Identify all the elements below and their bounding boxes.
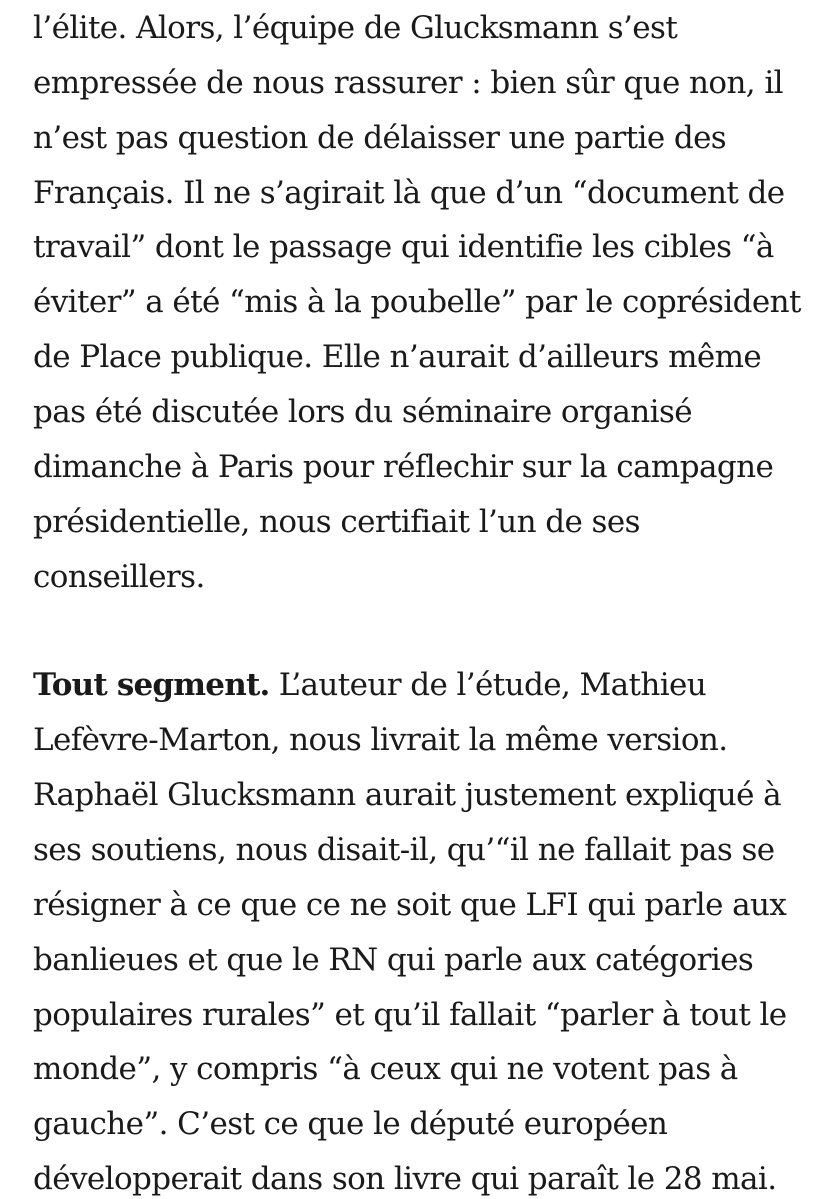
paragraph-line: travail” dont le passage qui identifie les cibles “à	[33, 229, 774, 266]
paragraph-line: pas été discutée lors du séminaire organisé	[33, 393, 693, 430]
paragraph-line: populaires rurales” et qu’il fallait “parler à tout le	[33, 996, 787, 1033]
paragraph-line: éviter” a été “mis à la poubelle” par le coprésident	[33, 284, 801, 321]
paragraph-line: Lefèvre-Marton, nous livrait la même version.	[33, 722, 728, 759]
paragraph-line: dimanche à Paris pour réflechir sur la campagne	[33, 448, 774, 485]
paragraph-line: de Place publique. Elle n’aurait d’ailleurs même	[33, 339, 762, 376]
paragraph-line: ses soutiens, nous disait-il, qu’“il ne fallait pas se	[33, 831, 775, 868]
paragraph-line-rest: L’auteur de l’étude, Mathieu	[269, 667, 707, 704]
paragraph-line: présidentielle, nous certifiait l’un de ses	[33, 503, 640, 540]
paragraph-line: l’élite. Alors, l’équipe de Glucksmann s’est	[33, 10, 678, 46]
paragraph-line: gauche”. C’est ce que le député européen	[33, 1106, 668, 1143]
paragraph-lead-in: Tout segment.	[33, 667, 270, 704]
paragraph-line: Français. Il ne s’agirait là que d’un “document de	[33, 174, 785, 211]
paragraph-line: conseillers.	[33, 558, 205, 595]
paragraph-line: empressée de nous rassurer : bien sûr que non, il	[33, 64, 783, 101]
paragraph-line: banlieues et que le RN qui parle aux catégories	[33, 941, 754, 978]
paragraph-line: développerait dans son livre qui paraît le 28 mai.	[33, 1161, 777, 1197]
paragraph-line: Raphaël Glucksmann aurait justement expliqué à	[33, 777, 781, 814]
paragraph-line: monde”, y compris “à ceux qui ne votent pas à	[33, 1051, 738, 1088]
paragraph-first-line	[33, 665, 706, 705]
paragraph-line: n’est pas question de délaisser une partie des	[33, 119, 727, 156]
paragraph-line: résigner à ce que ce ne soit que LFI qui parle aux	[33, 886, 787, 923]
